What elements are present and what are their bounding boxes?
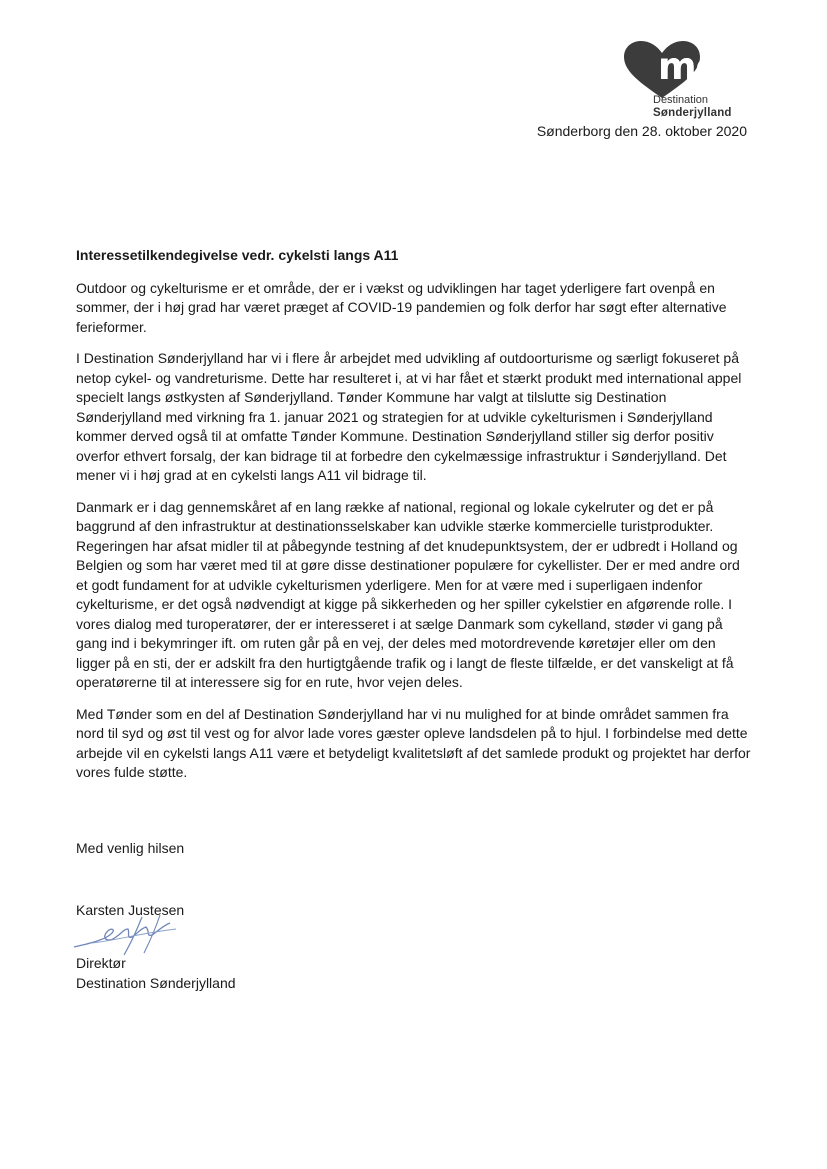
signature-block [72, 895, 252, 955]
signer-title: Direktør [76, 955, 126, 971]
handwritten-signature [72, 903, 202, 958]
paragraph: I Destination Sønderjylland har vi i flere år arbejdet med udvikling af outdoorturisme og særligt fokuseret på netop cykel- og vandreturisme. Dette har resulteret i, at vi har fået et stærkt produkt med international appel specielt langs østkysten af Sønderjylland. Tønder Kommune har valgt at tilslutte sig Destination Sønderjylland med virkning fra 1. januar 2021 og strategien for at udvikle cykelturismen i Sønderjylland kommer derved også til at omfatte Tønder Kommune. Destination Sønderjylland stiller sig derfor positiv overfor ethvert forsalg, der kan bidrage til at forbedre den cykelmæssige infrastruktur i Sønderjylland. Det mener vi i høj grad at en cykelsti langs A11 vil bidrage til. [76, 350, 742, 483]
paragraph: Med Tønder som en del af Destination Sønderjylland har vi nu mulighed for at binde området sammen fra nord til syd og øst til vest og for alvor lade vores gæster opleve landsdelen på to hjul. I forbindelse med dette arbejde vil en cykelsti langs A11 være et betydeligt kvalitetsløft af det samlede produkt og projektet har derfor vores fulde støtte. [76, 705, 751, 780]
logo-destination-label: Destination [653, 94, 709, 106]
signer-name: Karsten Justesen [76, 902, 185, 918]
paragraph: Outdoor og cykelturisme er et område, der er i vækst og udviklingen har taget yderligere fart ovenpå en sommer, der i høj grad har været præget af COVID-19 pandemien og folk derfor har søgt efter alternative ferieformer. [76, 279, 727, 335]
logo-region-label: Sønderjylland [653, 107, 732, 119]
letter-date: Sønderborg den 28. oktober 2020 [536, 123, 747, 139]
destination-sonderjylland-logo [622, 40, 757, 122]
signer-organization: Destination Sønderjylland [76, 975, 236, 991]
logo-wordmark: mojn [658, 45, 757, 88]
paragraph: Danmark er i dag gennemskåret af en lang række af national, regional og lokale cykelruter og det er på baggrund af den infrastruktur at destinationsselskaber kan udvikle stærke kommercielle turistprodukter. Regeringen har afsat midler til at påbegynde testning af det knudepunktsystem, der er udbredt i Holland og Belgien og som har været med til at gøre disse destinationer populære for cykellister. Der er med andre ord et godt fundament for at udvikle cykelturismen yderligere. Men for at være med i superligaen indenfor cykelturisme, er det også nødvendigt at kigge på sikkerheden og her spiller cykelstier en afgørende rolle. I vores dialog med turoperatører, der er interesseret i at sælge Danmark som cykelland, støder vi gang på gang ind i bekymringer ift. om ruten går på en vej, der deles med motordrevende køretøjer eller om den ligger på en sti, der er adskilt fra den hurtigtgående trafik og i langt de fleste tilfælde, er det vanskeligt at få operatørerne til at interessere sig for en rute, hvor vejen deles. [76, 498, 740, 690]
closing-greeting: Med venlig hilsen [76, 840, 185, 856]
letter-subject: Interessetilkendegivelse vedr. cykelsti langs A11 [76, 247, 399, 263]
letter-body [76, 246, 751, 795]
